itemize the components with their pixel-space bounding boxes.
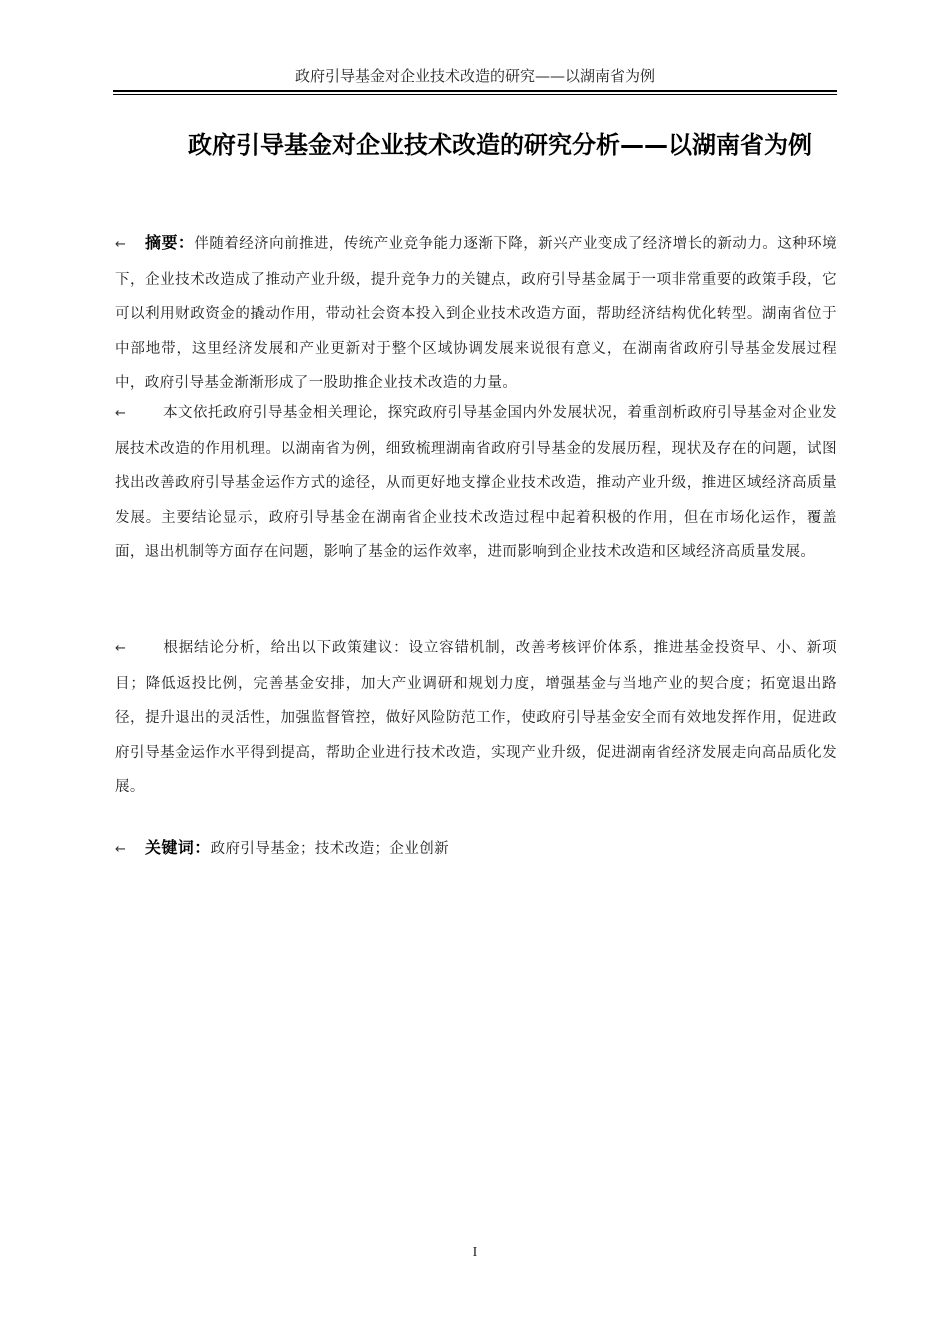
abstract-text: 伴随着经济向前推进，传统产业竞争能力逐渐下降，新兴产业变成了经济增长的新动力。这种环境下，企业技术改造成了推动产业升级，提升竞争力的关键点，政府引导基金属于一项非常重要的政策手段，它可以利用财政资金的撬动作用，带动社会资本投入到企业技术改造方面，帮助经济结构优化转型。湖南省位于中部地带，这里经济发展和产业更新对于整个区域协调发展来说很有意义，在湖南省政府引导基金发展过程中，政府引导基金渐渐形成了一股助推企业技术改造的力量。 [115, 236, 837, 391]
page-number: I [472, 1245, 478, 1260]
body-paragraph-2 [115, 396, 837, 570]
paragraph-mark-icon: ← [115, 641, 127, 656]
abstract-label: 摘要： [145, 233, 195, 252]
keywords-paragraph [115, 831, 837, 868]
paragraph-3-text: 根据结论分析，给出以下政策建议：设立容错机制，改善考核评价体系，推进基金投资早、小、新项目；降低返投比例，完善基金安排，加大产业调研和规划力度，增强基金与当地产业的契合度；拓宽退出路径，提升退出的灵活性，加强监督管控，做好风险防范工作，使政府引导基金安全而有效地发挥作用，促进政府引导基金运作水平得到提高，帮助企业进行技术改造，实现产业升级，促进湖南省经济发展走向高品质化发展。 [115, 640, 837, 795]
paragraph-2-text: 本文依托政府引导基金相关理论，探究政府引导基金国内外发展状况，着重剖析政府引导基金对企业发展技术改造的作用机理。以湖南省为例，细致梳理湖南省政府引导基金的发展历程，现状及存在的问题，试图找出改善政府引导基金运作方式的途径，从而更好地支撑企业技术改造，推动产业升级，推进区域经济高质量发展。主要结论显示，政府引导基金在湖南省企业技术改造过程中起着积极的作用，但在市场化运作，覆盖面，退出机制等方面存在问题，影响了基金的运作效率，进而影响到企业技术改造和区域经济高质量发展。 [115, 405, 837, 560]
keywords-text: 政府引导基金；技术改造；企业创新 [210, 841, 450, 857]
header-rule [113, 90, 837, 92]
body-paragraph-3 [115, 631, 837, 805]
paragraph-mark-icon: ← [115, 406, 127, 421]
paper-title: 政府引导基金对企业技术改造的研究分析——以湖南省为例 [188, 131, 812, 159]
paragraph-mark-icon: ← [115, 237, 127, 252]
running-header: 政府引导基金对企业技术改造的研究——以湖南省为例 [294, 67, 655, 85]
header-rule-thin [113, 94, 837, 95]
abstract-paragraph [115, 226, 837, 401]
keywords-label: 关键词： [145, 838, 211, 857]
paragraph-mark-icon: ← [115, 842, 127, 857]
